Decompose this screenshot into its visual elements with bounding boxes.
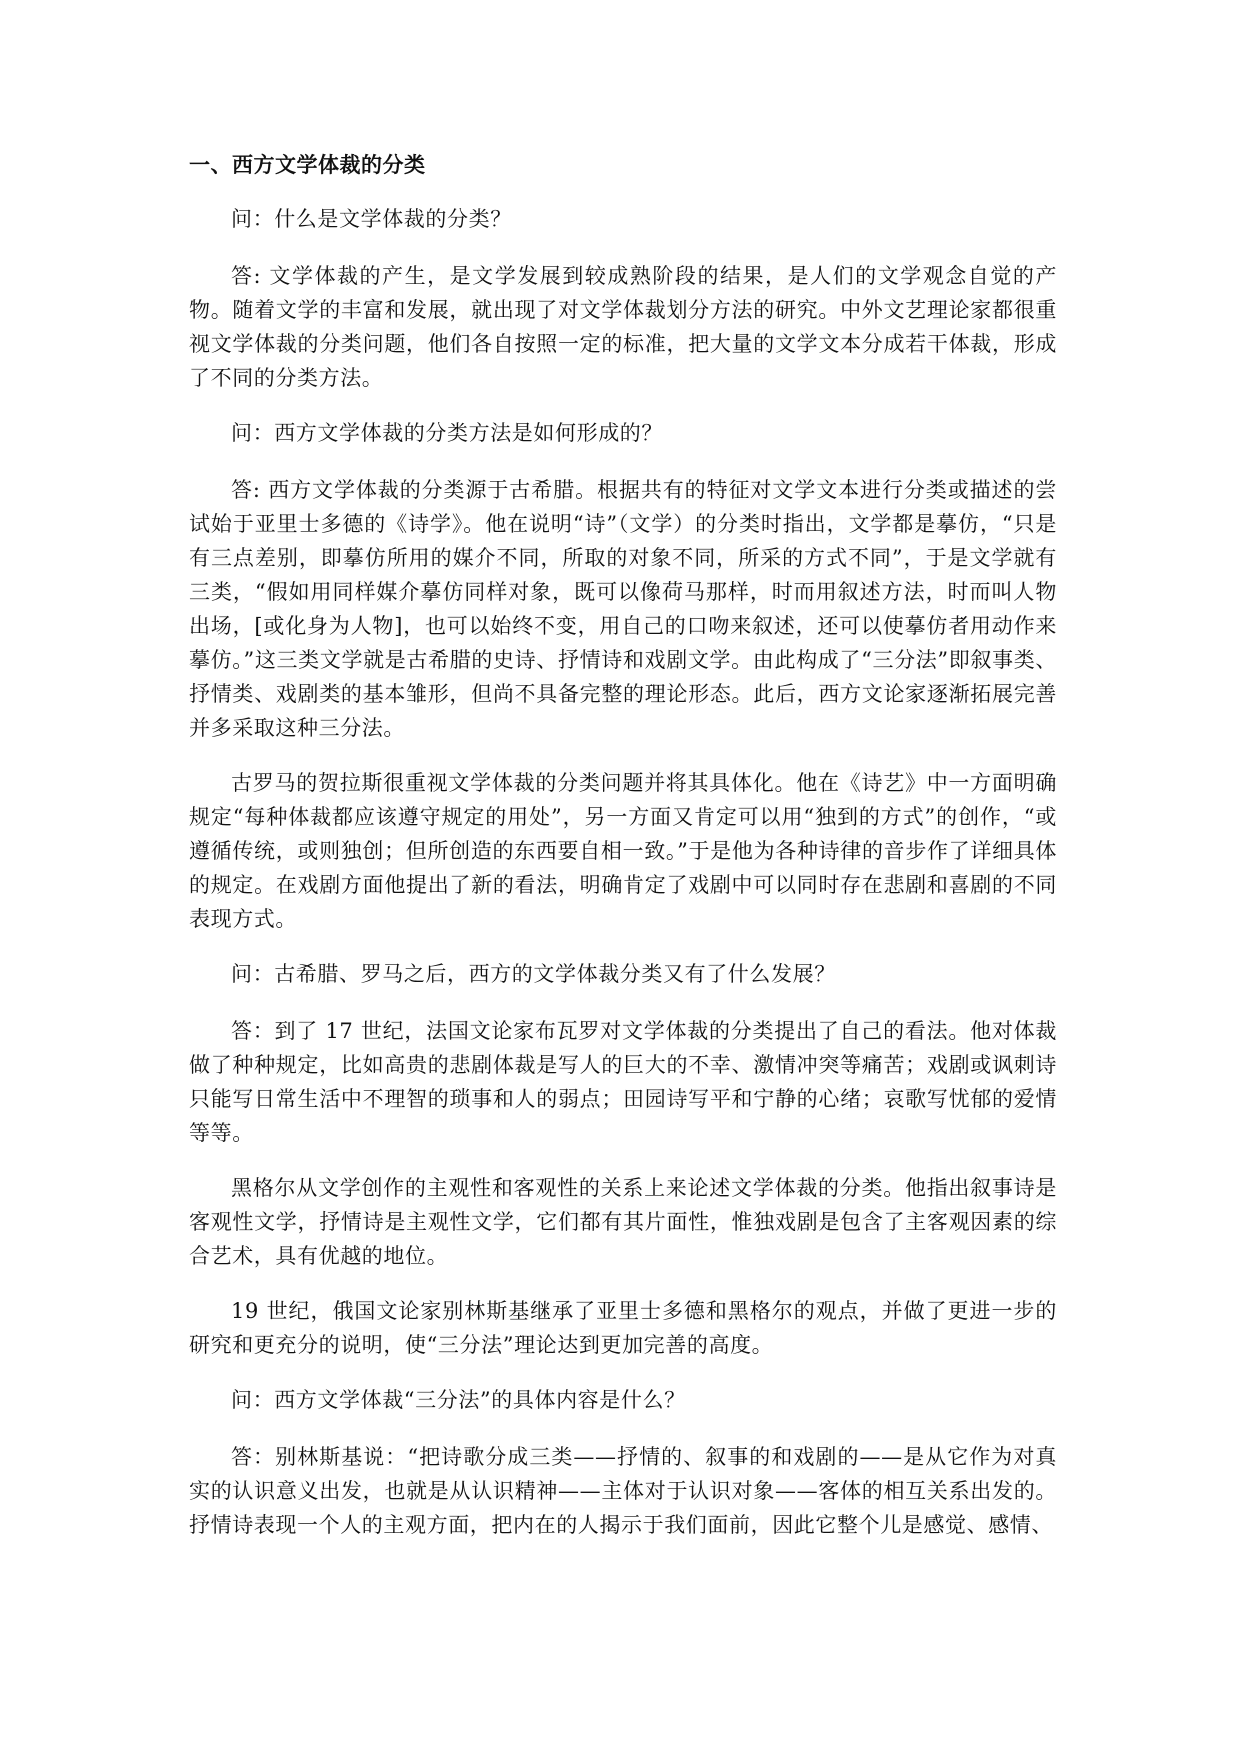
question-paragraph: 问：什么是文学体裁的分类？ (231, 207, 512, 231)
question-paragraph: 问：西方文学体裁“三分法”的具体内容是什么？ (231, 1388, 686, 1412)
answer-paragraph: 答: 西方文学体裁的分类源于古希腊。根据共有的特征对文学文本进行分类或描述的尝试始于亚里士多德的《诗学》。他在说明“诗”（文学）的分类时指出，文学都是摹仿，“只是有三点差别，即摹仿所用的媒介不同，所取的对象不同，所采的方式不同”，于是文学就有三类，“假如用同样媒介摹仿同样对象，既可以像荷马那样，时而用叙述方法，时而叫人物出场，[或化身为人物]，也可以始终不变，用自己的口吻来叙述，还可以使摹仿者用动作来摹仿。”这三类文学就是古希腊的史诗、抒情诗和戏剧文学。由此构成了“三分法”即叙事类、抒情类、戏剧类的基本雏形，但尚不具备完整的理论形态。此后，西方文论家逐渐拓展完善并多采取这种三分法。 (189, 478, 1057, 740)
body-paragraph: 黑格尔从文学创作的主观性和客观性的关系上来论述文学体裁的分类。他指出叙事诗是客观性文学，抒情诗是主观性文学，它们都有其片面性，惟独戏剧是包含了主客观因素的综合艺术，具有优越的地位。 (189, 1176, 1057, 1268)
section-title: 一、西方文学体裁的分类 (189, 153, 426, 177)
body-paragraph: 古罗马的贺拉斯很重视文学体裁的分类问题并将其具体化。他在《诗艺》中一方面明确规定“每种体裁都应该遵守规定的用处”，另一方面又肯定可以用“独到的方式”的创作，“或遵循传统，或则独创；但所创造的东西要自相一致。”于是他为各种诗律的音步作了详细具体的规定。在戏剧方面他提出了新的看法，明确肯定了戏剧中可以同时存在悲剧和喜剧的不同表现方式。 (189, 771, 1057, 931)
answer-paragraph: 答：到了 17 世纪，法国文论家布瓦罗对文学体裁的分类提出了自己的看法。他对体裁做了种种规定，比如高贵的悲剧体裁是写人的巨大的不幸、激情冲突等痛苦；戏剧或讽刺诗只能写日常生活中不理智的琐事和人的弱点；田园诗写平和宁静的心绪；哀歌写忧郁的爱情等等。 (189, 1019, 1057, 1145)
body-paragraph: 19 世纪，俄国文论家别林斯基继承了亚里士多德和黑格尔的观点，并做了更进一步的研究和更充分的说明，使“三分法”理论达到更加完善的高度。 (189, 1299, 1057, 1357)
question-paragraph: 问：西方文学体裁的分类方法是如何形成的？ (231, 421, 663, 445)
answer-paragraph: 答：别林斯基说：“把诗歌分成三类——抒情的、叙事的和戏剧的——是从它作为对真实的认识意义出发，也就是从认识精神——主体对于认识对象——客体的相互关系出发的。抒情诗表现一个人的主观方面，把内在的人揭示于我们面前，因此它整个儿是感觉、感情、 (189, 1445, 1057, 1537)
document-page (189, 148, 1057, 1563)
answer-paragraph: 答: 文学体裁的产生，是文学发展到较成熟阶段的结果，是人们的文学观念自觉的产物。随着文学的丰富和发展，就出现了对文学体裁划分方法的研究。中外文艺理论家都很重视文学体裁的分类问题，他们各自按照一定的标准，把大量的文学文本分成若干体裁，形成了不同的分类方法。 (189, 264, 1057, 390)
question-paragraph: 问：古希腊、罗马之后，西方的文学体裁分类又有了什么发展？ (231, 962, 836, 986)
